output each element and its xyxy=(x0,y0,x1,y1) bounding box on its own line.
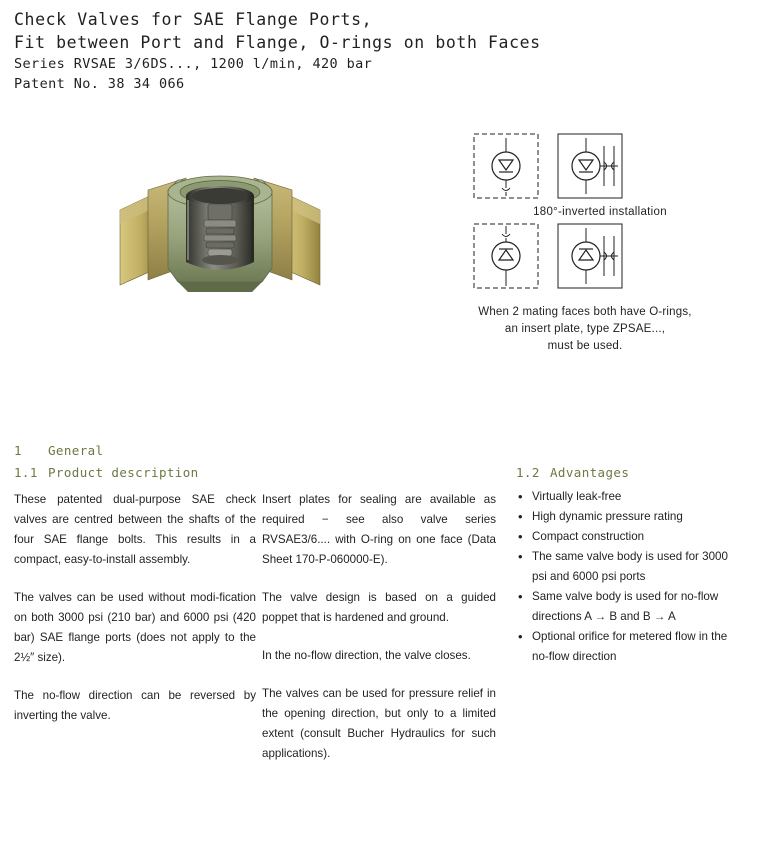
symbol-check-valve-standard-with-orifice-icon xyxy=(556,222,624,290)
symbol-caption-inverted: 180°-inverted installation xyxy=(533,206,667,218)
body-column-left xyxy=(14,490,256,726)
advantages-column xyxy=(516,487,744,667)
section-number-advantages: 1.2 xyxy=(516,465,540,480)
paragraph: The valve design is based on a guided poppet that is hardened and ground. xyxy=(262,591,496,624)
section-heading-advantages xyxy=(516,465,629,480)
paragraph: The valves can be used without modi-fication on both 3000 psi (210 bar) and 6000 psi (420 bar) SAE flange ports (does not apply to the 2½″ size). xyxy=(14,591,256,664)
symbol-check-valve-with-orifice-icon xyxy=(556,132,624,200)
hydraulic-symbol-group xyxy=(430,132,740,355)
list-item: • Virtually leak-free xyxy=(532,487,744,507)
list-item: • Same valve body is used for no-flow directions A → B and B → A xyxy=(532,587,744,627)
symbol-check-valve-inverted-icon xyxy=(472,132,540,200)
section-heading-product-description xyxy=(14,465,199,480)
symbol-note-line-1: When 2 mating faces both have O-rings, xyxy=(478,306,692,318)
list-item: • High dynamic pressure rating xyxy=(532,507,744,527)
section-label-product: Product description xyxy=(48,465,199,480)
symbol-note-line-3: must be used. xyxy=(547,340,623,352)
section-number-general: 1 xyxy=(14,443,22,458)
paragraph: The valves can be used for pressure relief in the opening direction, but only to a limited extent (consult Bucher Hydraulics for such applications). xyxy=(262,687,496,760)
paragraph: Insert plates for sealing are available as required − see also valve series RVSAE3/6.... with O-ring on one face (Data Sheet 170-P-060000-E). xyxy=(262,493,496,566)
paragraph: The no-flow direction can be reversed by inverting the valve. xyxy=(14,689,256,722)
symbol-note xyxy=(430,304,740,355)
section-number-product: 1.1 xyxy=(14,465,38,480)
body-column-middle xyxy=(262,490,496,764)
list-item: • Compact construction xyxy=(532,527,744,547)
section-label-general: General xyxy=(48,443,104,458)
paragraph: In the no-flow direction, the valve closes. xyxy=(262,649,471,662)
symbol-note-line-2: an insert plate, type ZPSAE..., xyxy=(504,323,666,335)
section-heading-general xyxy=(14,443,103,458)
advantages-list xyxy=(516,487,744,667)
patent-line: Patent No. 38 34 066 xyxy=(14,76,185,92)
symbol-row-bottom xyxy=(430,222,740,290)
symbol-row-top xyxy=(430,132,740,200)
list-item: • Optional orifice for metered flow in the no-flow direction xyxy=(532,627,744,667)
product-photo xyxy=(100,150,360,315)
document-header xyxy=(14,8,734,94)
page-title-line-1: Check Valves for SAE Flange Ports, xyxy=(14,10,373,29)
section-label-advantages: Advantages xyxy=(550,465,630,480)
valve-cutaway-illustration xyxy=(100,150,340,310)
page-title-line-2: Fit between Port and Flange, O-rings on both Faces xyxy=(14,33,541,52)
symbol-check-valve-standard-icon xyxy=(472,222,540,290)
paragraph: These patented dual-purpose SAE check valves are centred between the shafts of the four SAE flange bolts. This results in a compact, easy-to-install assembly. xyxy=(14,493,256,566)
list-item: • The same valve body is used for 3000 psi and 6000 psi ports xyxy=(532,547,744,587)
series-line: Series RVSAE 3/6DS..., 1200 l/min, 420 bar xyxy=(14,56,373,72)
